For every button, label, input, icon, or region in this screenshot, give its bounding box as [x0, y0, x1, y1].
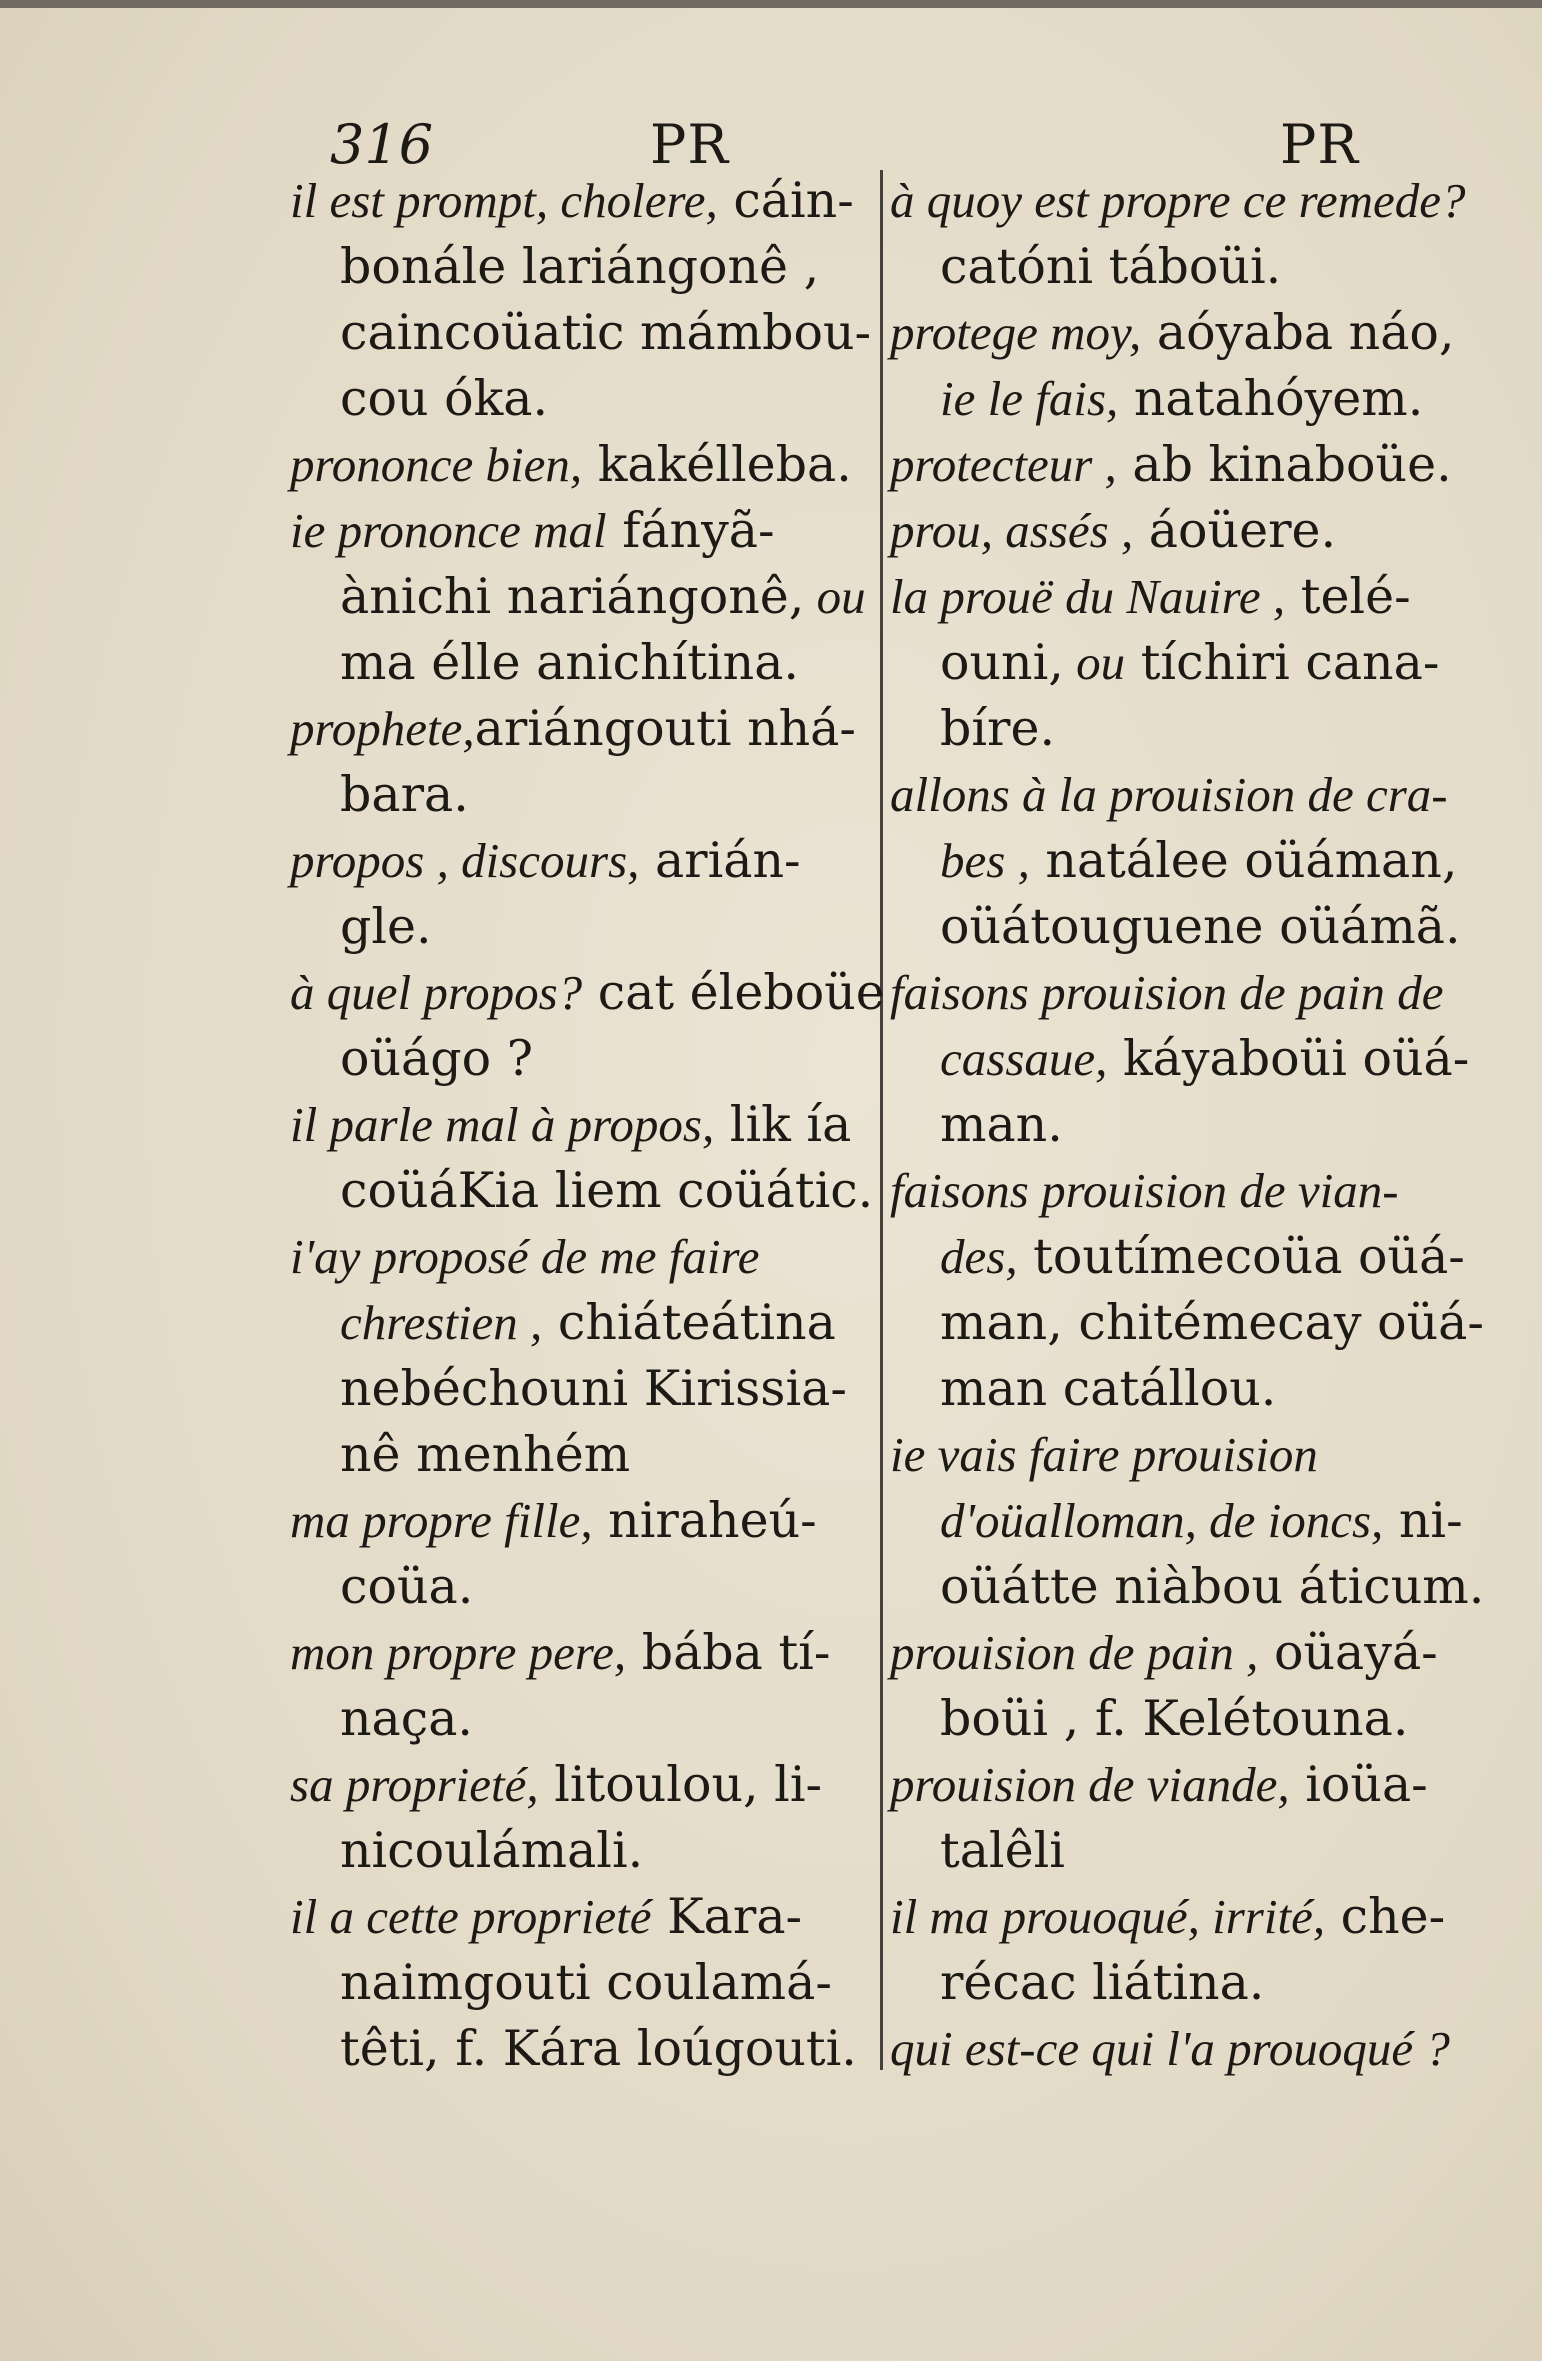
- entry-line: [890, 696, 1500, 762]
- entry-line: [890, 1026, 1500, 1092]
- carib-text: bíre.: [940, 700, 1056, 757]
- entry-line: [890, 1092, 1500, 1158]
- page-number: 316: [330, 113, 434, 176]
- french-text: bes ,: [940, 833, 1030, 888]
- entry-line: [890, 1356, 1500, 1422]
- french-text: ma propre fille,: [290, 1493, 593, 1548]
- french-text: prouision de pain ,: [890, 1625, 1259, 1680]
- french-text: faisons prouision de vian-: [890, 1163, 1399, 1218]
- carib-text: aóyaba náo,: [1141, 304, 1455, 361]
- dictionary-entry: [890, 432, 1500, 498]
- entry-line: [890, 1950, 1500, 2016]
- entry-line: [290, 1554, 900, 1620]
- french-text: chrestien ,: [340, 1295, 543, 1350]
- right-column: [890, 168, 1500, 2082]
- carib-text: lik ía: [714, 1096, 852, 1153]
- french-text: faisons prouision de pain de: [890, 965, 1444, 1020]
- entry-line: [890, 1752, 1500, 1818]
- carib-text: fányã-: [606, 502, 775, 559]
- entry-line: [890, 894, 1500, 960]
- entry-line: [290, 1092, 900, 1158]
- dictionary-entry: [290, 1224, 900, 1488]
- entry-line: [290, 1950, 900, 2016]
- french-text: à quoy est propre ce remede?: [890, 173, 1466, 228]
- french-text: qui est-ce qui l'a prouoqué ?: [890, 2021, 1450, 2076]
- carib-text: niraheú-: [592, 1492, 817, 1549]
- carib-text: cáin-: [717, 172, 854, 229]
- entry-line: [290, 300, 900, 366]
- entry-line: [290, 1290, 900, 1356]
- french-text: il ma prouoqué, irrité,: [890, 1889, 1326, 1944]
- entry-line: [290, 762, 900, 828]
- dictionary-entry: [290, 1884, 900, 2082]
- dictionary-entry: [890, 300, 1500, 432]
- entry-line: [890, 1620, 1500, 1686]
- carib-text: gle.: [340, 898, 432, 955]
- carib-text: kakélleba.: [582, 436, 852, 493]
- french-text: ie le fais,: [940, 371, 1119, 426]
- entry-line: [290, 366, 900, 432]
- entry-line: [290, 498, 900, 564]
- entry-line: [290, 1818, 900, 1884]
- entry-line: [890, 168, 1500, 234]
- carib-text: caincoüatic mámbou-: [340, 304, 872, 361]
- carib-text: coüáKia liem coüátic.: [340, 1162, 874, 1219]
- carib-text: ni-: [1383, 1492, 1463, 1549]
- french-text: protege moy,: [890, 305, 1142, 360]
- dictionary-entry: [290, 168, 900, 432]
- dictionary-entry: [890, 168, 1500, 300]
- carib-text: telé-: [1285, 568, 1411, 625]
- french-text: mon propre pere,: [290, 1625, 627, 1680]
- french-text: prouision de viande,: [890, 1757, 1290, 1812]
- left-column: [290, 168, 900, 2082]
- french-text: à quel propos?: [290, 965, 583, 1020]
- entry-line: [890, 1290, 1500, 1356]
- entry-line: [290, 2016, 900, 2082]
- carib-text: ioüa-: [1289, 1756, 1428, 1813]
- entry-line: [290, 234, 900, 300]
- entry-line: [290, 1158, 900, 1224]
- carib-text: têti, f. Kára loúgouti.: [340, 2020, 857, 2077]
- entry-line: [290, 1224, 900, 1290]
- entry-line: [890, 300, 1500, 366]
- french-text: ou: [804, 569, 866, 624]
- entry-line: [290, 696, 900, 762]
- carib-text: cou óka.: [340, 370, 549, 427]
- entry-line: [890, 1224, 1500, 1290]
- carib-text: catóni táboüi.: [940, 238, 1282, 295]
- french-text: prononce bien,: [290, 437, 583, 492]
- french-text: ie vais faire prouision: [890, 1427, 1318, 1482]
- carib-text: coüa.: [340, 1558, 474, 1615]
- entry-line: [290, 432, 900, 498]
- dictionary-entry: [890, 1884, 1500, 2016]
- entry-line: [290, 1884, 900, 1950]
- entry-line: [890, 1818, 1500, 1884]
- french-text: il est prompt, cholere,: [290, 173, 718, 228]
- entry-line: [890, 762, 1500, 828]
- carib-text: boüi , f. Kelétouna.: [940, 1690, 1409, 1747]
- dictionary-entry: [890, 1158, 1500, 1422]
- french-text: des,: [940, 1229, 1018, 1284]
- carib-text: ariángouti nhá-: [474, 700, 856, 757]
- carib-text: bonále lariángonê ,: [340, 238, 820, 295]
- entry-line: [890, 1686, 1500, 1752]
- carib-text: ouni,: [940, 634, 1064, 691]
- dictionary-entry: [890, 564, 1500, 762]
- entry-line: [890, 1422, 1500, 1488]
- carib-text: áoüere.: [1133, 502, 1337, 559]
- french-text: i'ay proposé de me faire: [290, 1229, 760, 1284]
- carib-text: oüayá-: [1258, 1624, 1438, 1681]
- french-text: il a cette proprieté: [290, 1889, 652, 1944]
- dictionary-entry: [890, 1752, 1500, 1884]
- carib-text: litoulou, li-: [538, 1756, 823, 1813]
- carib-text: man catállou.: [940, 1360, 1277, 1417]
- entry-line: [290, 1752, 900, 1818]
- dictionary-entry: [890, 1620, 1500, 1752]
- entry-line: [890, 432, 1500, 498]
- entry-line: [290, 1422, 900, 1488]
- carib-text: arián-: [639, 832, 801, 889]
- french-text: allons à la prouision de cra-: [890, 767, 1448, 822]
- french-text: sa proprieté,: [290, 1757, 539, 1812]
- carib-text: récac liátina.: [940, 1954, 1265, 2011]
- entry-line: [890, 1488, 1500, 1554]
- carib-text: oüágo ?: [340, 1030, 533, 1087]
- french-text: il parle mal à propos,: [290, 1097, 715, 1152]
- french-text: d'oüalloman, de ioncs,: [940, 1493, 1384, 1548]
- dictionary-entry: [290, 1488, 900, 1620]
- carib-text: káyaboüi oüá-: [1107, 1030, 1470, 1087]
- french-text: propos , discours,: [290, 833, 640, 888]
- entry-line: [290, 564, 900, 630]
- carib-text: bába tí-: [626, 1624, 831, 1681]
- entry-line: [290, 1026, 900, 1092]
- dictionary-entry: [290, 498, 900, 696]
- dictionary-entry: [890, 2016, 1500, 2082]
- carib-text: oüátouguene oüámã.: [940, 898, 1461, 955]
- dictionary-entry: [290, 696, 900, 828]
- entry-line: [290, 1620, 900, 1686]
- dictionary-entry: [290, 1752, 900, 1884]
- french-text: cassaue,: [940, 1031, 1108, 1086]
- carib-text: nebéchouni Kirissia-: [340, 1360, 847, 1417]
- entry-line: [890, 234, 1500, 300]
- french-text: ie prononce mal: [290, 503, 607, 558]
- carib-text: oüátte niàbou áticum.: [940, 1558, 1485, 1615]
- entry-line: [890, 828, 1500, 894]
- carib-text: man, chitémecay oüá-: [940, 1294, 1484, 1351]
- dictionary-entry: [290, 432, 900, 498]
- french-text: la prouë du Nauire ,: [890, 569, 1286, 624]
- carib-text: bara.: [340, 766, 469, 823]
- carib-text: cat éleboüe: [582, 964, 885, 1021]
- carib-text: ma élle anichítina.: [340, 634, 799, 691]
- carib-text: che-: [1325, 1888, 1446, 1945]
- carib-text: nicoulámali.: [340, 1822, 644, 1879]
- carib-text: Kara-: [651, 1888, 803, 1945]
- entry-line: [290, 960, 900, 1026]
- carib-text: nê menhém: [340, 1426, 631, 1483]
- dictionary-entry: [290, 960, 900, 1092]
- carib-text: toutímecoüa oüá-: [1017, 1228, 1465, 1285]
- entry-line: [890, 1884, 1500, 1950]
- dictionary-entry: [890, 498, 1500, 564]
- entry-line: [290, 1356, 900, 1422]
- entry-line: [890, 366, 1500, 432]
- entry-line: [290, 1686, 900, 1752]
- dictionary-entry: [290, 1620, 900, 1752]
- carib-text: ànichi nariángonê,: [340, 568, 805, 625]
- dictionary-entry: [890, 762, 1500, 960]
- carib-text: man.: [940, 1096, 1063, 1153]
- french-text: ou: [1063, 635, 1126, 690]
- guide-word-right: PR: [1280, 113, 1359, 176]
- carib-text: naimgouti coulamá-: [340, 1954, 832, 2011]
- entry-line: [890, 1554, 1500, 1620]
- carib-text: tíchiri cana-: [1125, 634, 1440, 691]
- dictionary-entry: [290, 828, 900, 960]
- carib-text: naça.: [340, 1690, 474, 1747]
- entry-line: [290, 828, 900, 894]
- french-text: prophete,: [290, 701, 475, 756]
- dictionary-entry: [890, 1422, 1500, 1620]
- entry-line: [290, 168, 900, 234]
- entry-line: [290, 630, 900, 696]
- page-top-edge: [0, 0, 1542, 8]
- entry-line: [890, 564, 1500, 630]
- french-text: prou, assés ,: [890, 503, 1134, 558]
- french-text: protecteur ,: [890, 437, 1117, 492]
- dictionary-entry: [890, 960, 1500, 1158]
- dictionary-entry: [290, 1092, 900, 1224]
- entry-line: [890, 498, 1500, 564]
- entry-line: [890, 1158, 1500, 1224]
- carib-text: ab kinaboüe.: [1116, 436, 1452, 493]
- entry-line: [890, 2016, 1500, 2082]
- guide-word-left: PR: [650, 113, 729, 176]
- entry-line: [290, 894, 900, 960]
- carib-text: chiáteátina: [542, 1294, 836, 1351]
- entry-line: [890, 960, 1500, 1026]
- entry-line: [290, 1488, 900, 1554]
- carib-text: natahóyem.: [1118, 370, 1424, 427]
- carib-text: talêli: [940, 1822, 1065, 1879]
- carib-text: natálee oüáman,: [1029, 832, 1458, 889]
- entry-line: [890, 630, 1500, 696]
